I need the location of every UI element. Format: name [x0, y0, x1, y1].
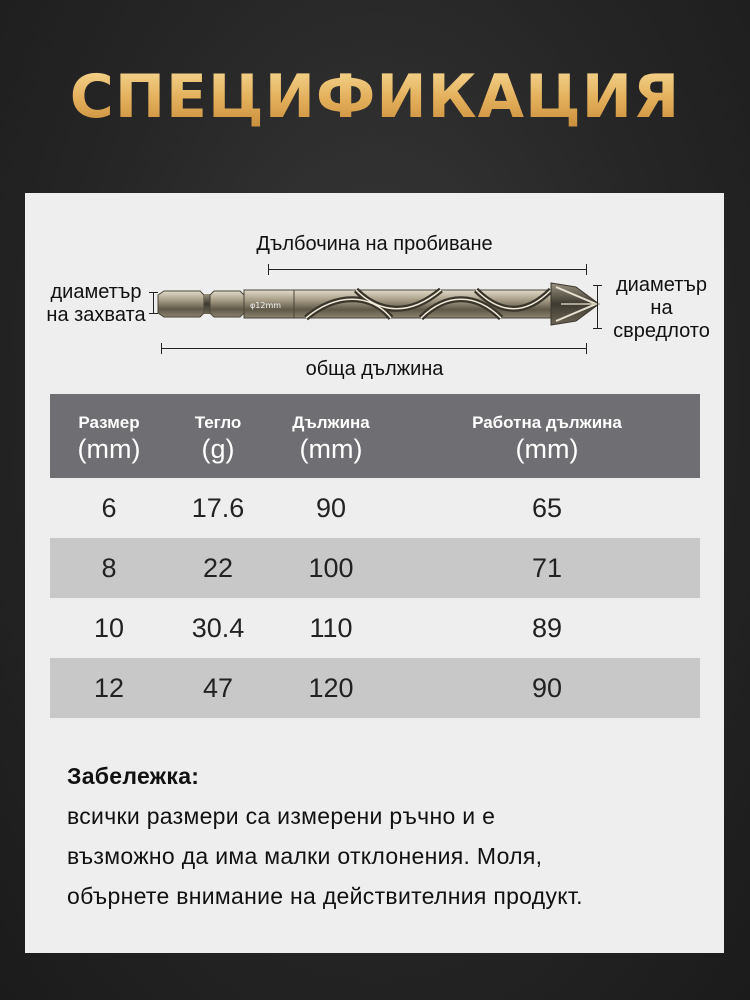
header-working-length-label: Работна дължина: [472, 413, 622, 432]
note-line-1: всички размери са измерени ръчно и е: [67, 803, 496, 829]
note-block: [67, 756, 717, 916]
table-row: [50, 658, 700, 718]
table-cell: 65: [394, 478, 700, 538]
header-weight-label: Тегло: [194, 413, 242, 432]
table-row: [50, 478, 700, 538]
page-title: СПЕЦИФИКАЦИЯ: [0, 62, 750, 132]
table-row: [50, 538, 700, 598]
shank-diameter-label-line1: диаметър: [50, 281, 142, 303]
total-length-tick-right: [586, 343, 587, 354]
header-working-length-unit: (mm): [515, 434, 579, 464]
table-cell: 12: [50, 658, 168, 718]
table-cell: 22: [168, 538, 268, 598]
drilling-depth-line: [268, 269, 586, 270]
header-size-label: Размер: [78, 413, 140, 432]
table-cell: 30.4: [168, 598, 268, 658]
header-length: [268, 394, 394, 478]
drill-bit-image: [156, 273, 606, 333]
table-cell: 6: [50, 478, 168, 538]
total-length-line: [161, 348, 586, 349]
header-size: [50, 394, 168, 478]
table-cell: 90: [394, 658, 700, 718]
header-weight-unit: (g): [201, 434, 235, 464]
drilling-depth-label: Дълбочина на пробиване: [256, 233, 493, 255]
note-line-2: възможно да има малки отклонения. Моля,: [67, 843, 543, 869]
total-length-tick-left: [161, 343, 162, 354]
shank-diameter-label-line2: на захвата: [46, 304, 146, 326]
header-working-length: [394, 394, 700, 478]
bit-diameter-label: [599, 274, 724, 343]
table-cell: 100: [268, 538, 394, 598]
header-length-label: Дължина: [292, 413, 370, 432]
bit-diameter-line: [597, 285, 598, 329]
spec-table: [50, 394, 700, 718]
table-header-row: [50, 394, 700, 478]
table-cell: 47: [168, 658, 268, 718]
table-cell: 90: [268, 478, 394, 538]
note-line-3: обърнете внимание на действителния продукт.: [67, 883, 583, 909]
table-cell: 110: [268, 598, 394, 658]
table-cell: 89: [394, 598, 700, 658]
bit-diameter-label-line2: на: [650, 297, 673, 319]
header-weight: [168, 394, 268, 478]
table-cell: 17.6: [168, 478, 268, 538]
table-cell: 71: [394, 538, 700, 598]
note-title: Забележка:: [67, 763, 200, 789]
header-size-unit: (mm): [77, 434, 141, 464]
table-cell: 120: [268, 658, 394, 718]
table-cell: 10: [50, 598, 168, 658]
table-row: [50, 598, 700, 658]
shank-diameter-line: [153, 292, 154, 314]
shank-diameter-label: [31, 281, 161, 327]
total-length-label: обща дължина: [305, 358, 444, 380]
spec-panel: [25, 193, 724, 953]
header-length-unit: (mm): [299, 434, 363, 464]
bit-diameter-label-line1: диаметър: [616, 274, 707, 296]
bit-engraving: φ12mm: [250, 301, 282, 310]
table-cell: 8: [50, 538, 168, 598]
bit-diameter-label-line3: свредлото: [613, 320, 710, 342]
